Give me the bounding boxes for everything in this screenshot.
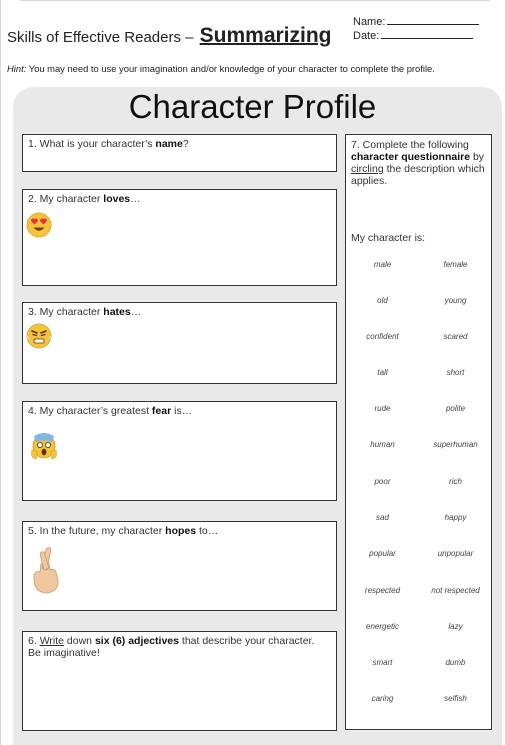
date-label: Date:	[353, 30, 380, 42]
profile-title: Character Profile	[128, 88, 377, 125]
crossed-fingers-emoji-icon	[29, 546, 63, 596]
option-popular[interactable]: popular	[369, 549, 396, 558]
title-topic: Summarizing	[199, 24, 332, 47]
option-young[interactable]: young	[444, 296, 467, 305]
loves-answer-box[interactable]	[22, 189, 337, 286]
fear-answer-box[interactable]	[22, 401, 337, 501]
option-not-respected[interactable]: not respected	[431, 586, 480, 595]
box-2-label: 2. My character loves…	[28, 193, 141, 205]
option-rich[interactable]: rich	[449, 477, 462, 486]
hopes-answer-box[interactable]	[22, 521, 337, 611]
option-unpopular[interactable]: unpopular	[437, 549, 474, 558]
name-field[interactable]	[353, 14, 479, 28]
option-sad[interactable]: sad	[376, 513, 389, 522]
hint-label: Hint:	[7, 63, 27, 74]
sheet-top-border	[20, 0, 490, 1]
title-prefix: Skills of Effective Readers –	[7, 29, 194, 46]
option-tall[interactable]: tall	[377, 368, 388, 377]
date-field[interactable]	[353, 28, 473, 42]
hint-body: You may need to use your imagination and/or knowledge of your character to complete the profile.	[26, 63, 435, 74]
option-rude[interactable]: rude	[374, 404, 391, 413]
option-selfish[interactable]: selfish	[444, 694, 467, 703]
adjectives-answer-box[interactable]	[22, 631, 337, 731]
option-scared[interactable]: scared	[443, 332, 468, 341]
option-dumb[interactable]: dumb	[445, 658, 466, 667]
box-3-label: 3. My character hates…	[28, 306, 142, 318]
date-blank[interactable]	[381, 28, 473, 39]
box-1-label: 1. What is your character’s name?	[28, 138, 189, 150]
option-male[interactable]: male	[373, 260, 392, 269]
option-caring[interactable]: caring	[371, 694, 394, 703]
box-6-label: 6. Write down six (6) adjectives that describe your character. Be imaginative!	[28, 635, 315, 659]
heart-eyes-emoji-icon	[26, 212, 52, 238]
option-superhuman[interactable]: superhuman	[433, 440, 478, 449]
option-smart[interactable]: smart	[372, 658, 393, 667]
questionnaire-instructions: 7. Complete the following character questionnaire by circling the description which applies.	[351, 139, 485, 187]
option-female[interactable]: female	[443, 260, 468, 269]
option-happy[interactable]: happy	[444, 513, 467, 522]
option-confident[interactable]: confident	[366, 332, 399, 341]
option-lazy[interactable]: lazy	[448, 622, 463, 631]
option-old[interactable]: old	[377, 296, 388, 305]
option-poor[interactable]: poor	[374, 477, 391, 486]
worksheet-title	[7, 24, 332, 48]
option-energetic[interactable]: energetic	[366, 622, 399, 631]
option-short[interactable]: short	[446, 368, 465, 377]
screaming-face-emoji-icon	[30, 432, 58, 462]
questionnaire-lead: My character is:	[351, 232, 426, 244]
option-respected[interactable]: respected	[364, 586, 401, 595]
name-label: Name:	[353, 16, 386, 28]
option-polite[interactable]: polite	[445, 404, 466, 413]
option-human[interactable]: human	[370, 440, 395, 449]
name-blank[interactable]	[387, 14, 479, 25]
hint-text	[7, 63, 435, 74]
box-4-label: 4. My character’s greatest fear is…	[28, 405, 193, 417]
angry-face-emoji-icon	[26, 323, 52, 349]
character-questionnaire-box	[345, 134, 492, 730]
name-answer-box[interactable]	[22, 134, 337, 172]
box-5-label: 5. In the future, my character hopes to…	[28, 525, 219, 537]
hates-answer-box[interactable]	[22, 302, 337, 384]
